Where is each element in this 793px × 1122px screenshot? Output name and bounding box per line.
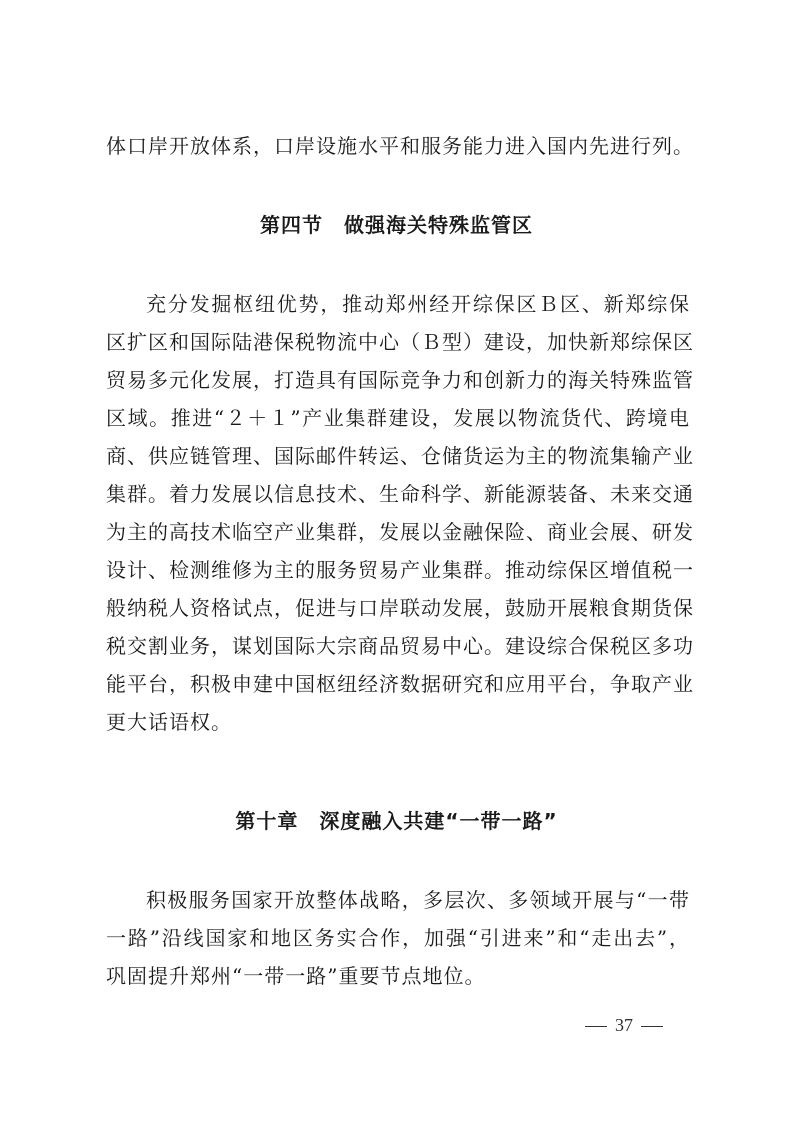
paragraph-line: 积极服务国家开放整体战略，多层次、多领域开展与“一带 — [146, 888, 690, 912]
paragraph-line: 集群。着力发展以信息技术、生命科学、新能源装备、未来交通 — [106, 482, 694, 506]
paragraph-line: 更大话语权。 — [106, 710, 232, 734]
paragraph-line: 税交割业务，谋划国际大宗商品贸易中心。建设综合保税区多功 — [106, 634, 694, 658]
section-heading: 第四节 做强海关特殊监管区 — [260, 213, 533, 237]
paragraph-line: 巩固提升郑州“一带一路”重要节点地位。 — [106, 964, 486, 988]
continued-paragraph-line: 体口岸开放体系，口岸设施水平和服务能力进入国内先进行列。 — [106, 134, 694, 158]
paragraph-line: 区扩区和国际陆港保税物流中心（Ｂ型）建设，加快新郑综保区 — [106, 330, 694, 354]
chapter-heading: 第十章 深度融入共建“一带一路” — [235, 809, 558, 833]
page-number — [585, 1010, 685, 1040]
paragraph-line: 充分发掘枢纽优势，推动郑州经开综保区Ｂ区、新郑综保 — [146, 292, 690, 316]
page-number-right-dash — [641, 1026, 663, 1027]
paragraph-line: 贸易多元化发展，打造具有国际竞争力和创新力的海关特殊监管 — [106, 368, 694, 392]
paragraph-line: 区域。推进“２＋１”产业集群建设，发展以物流货代、跨境电 — [106, 406, 690, 430]
paragraph-line: 设计、检测维修为主的服务贸易产业集群。推动综保区增值税一 — [106, 558, 694, 582]
paragraph-line: 为主的高技术临空产业集群，发展以金融保险、商业会展、研发 — [106, 520, 694, 544]
paragraph-line: 般纳税人资格试点，促进与口岸联动发展，鼓励开展粮食期货保 — [106, 596, 694, 620]
page-number-value: 37 — [615, 1015, 633, 1035]
paragraph-line: 商、供应链管理、国际邮件转运、仓储货运为主的物流集输产业 — [106, 444, 694, 468]
paragraph-line: 能平台，积极申建中国枢纽经济数据研究和应用平台，争取产业 — [106, 672, 694, 696]
paragraph-line: 一路”沿线国家和地区务实合作，加强“引进来”和“走出去”， — [106, 926, 690, 950]
page-number-left-dash — [585, 1026, 607, 1027]
